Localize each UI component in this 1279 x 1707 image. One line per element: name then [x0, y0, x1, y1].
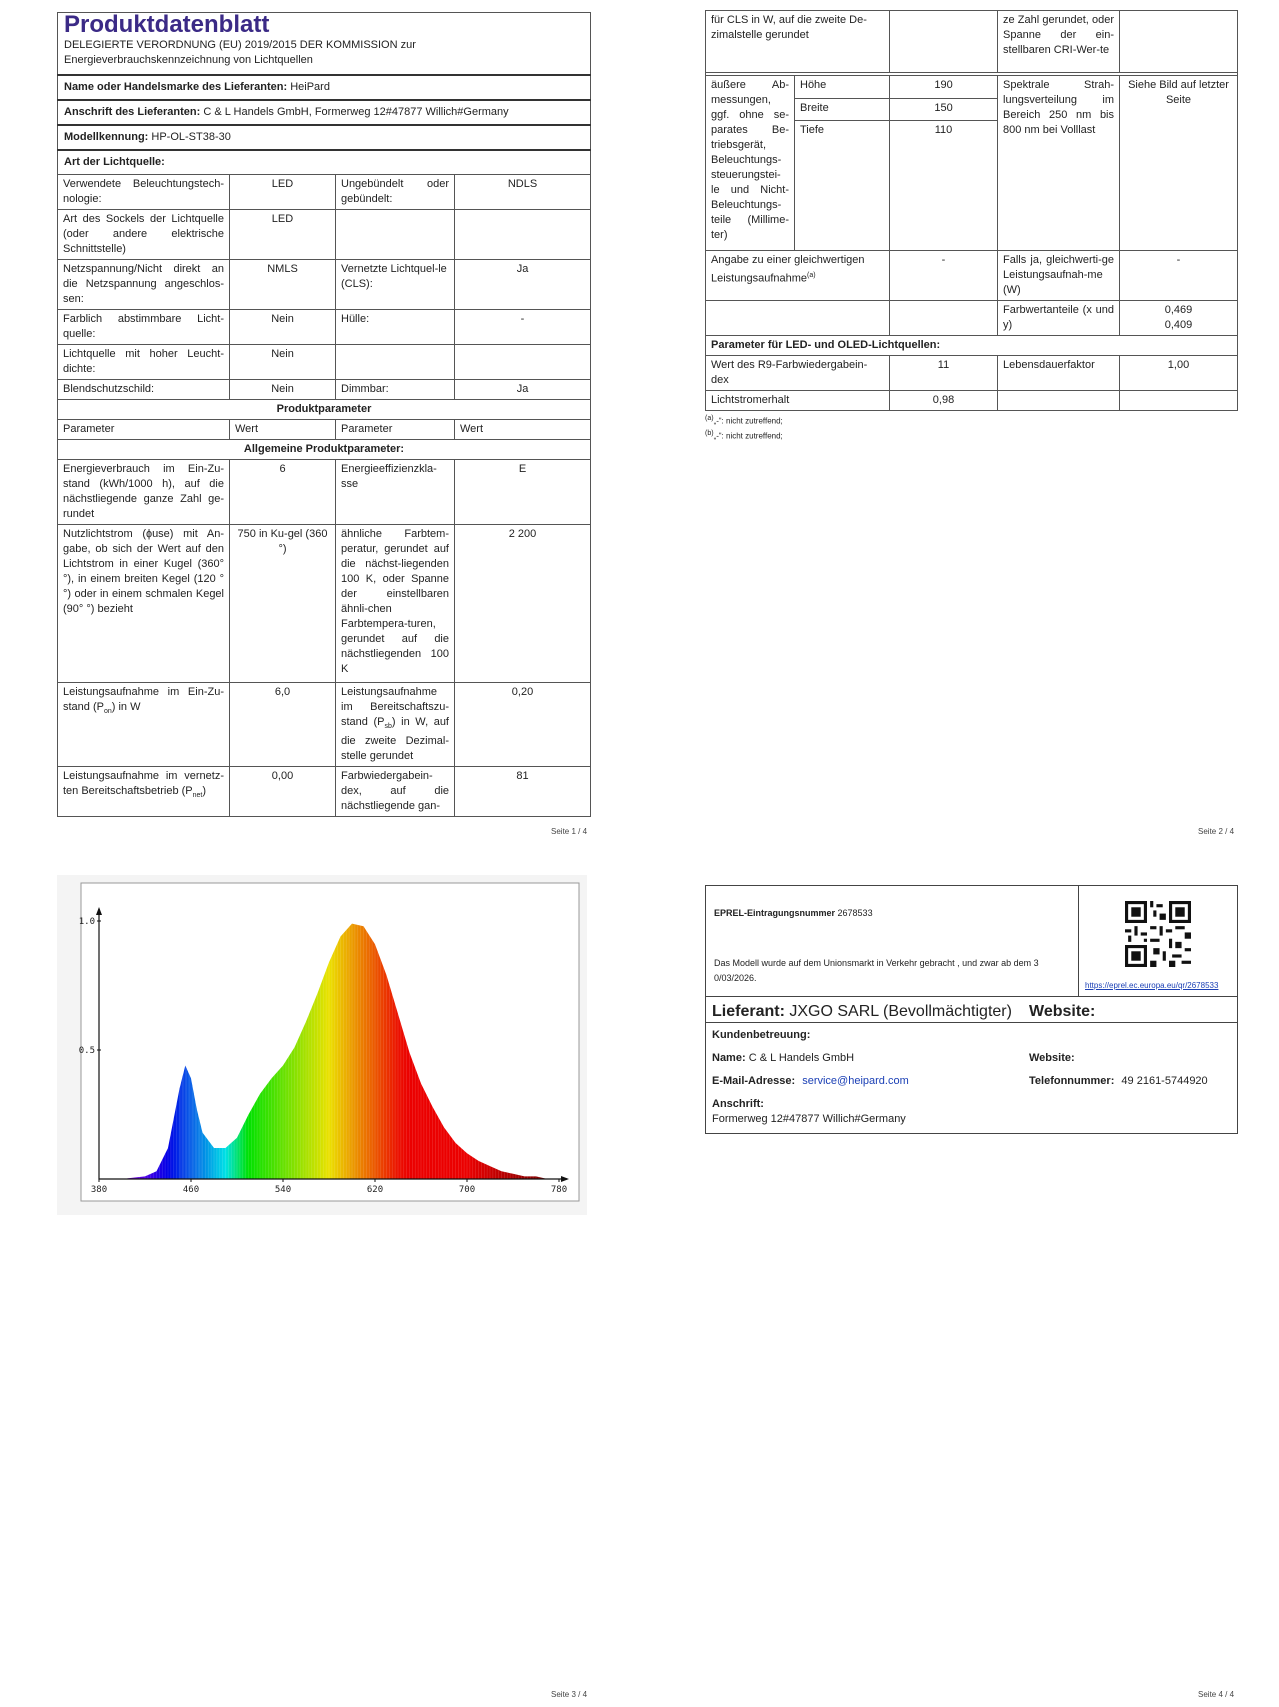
row-value [1120, 391, 1238, 411]
document-title: Produktdatenblatt [64, 11, 270, 38]
param-value: 750 in Ku-gel (360 °) [230, 525, 336, 683]
column-header: Parameter [336, 420, 455, 440]
r9-label: Wert des R9-Farbwiedergabein-dex [706, 356, 890, 391]
page2-table [705, 10, 1238, 411]
param-label: Leistungsaufnahme im Bereitschaftszu-stand $(P_{sb})$ in W, auf die zweite Dezimal-stelle gerundet [336, 683, 455, 767]
row-value: Ja [455, 380, 591, 400]
model-label: Modellkennung: [64, 131, 149, 143]
row-value [455, 345, 591, 380]
supplier-value: JXGO SARL (Bevollmächtigter) [789, 1003, 1012, 1020]
row-label [336, 210, 455, 260]
flux-value: 0,98 [890, 391, 998, 411]
param-value: 0,20 [455, 683, 591, 767]
life-value: 1,00 [1120, 356, 1238, 391]
dim-value: 190 [890, 76, 998, 99]
row-value [890, 301, 998, 336]
eprel-section [706, 886, 1079, 997]
table-row [58, 767, 591, 817]
general-params-heading: Allgemeine Produktparameter: [58, 440, 591, 460]
row-value: Ja [455, 260, 591, 310]
page-number: Seite 1 / 4 [551, 827, 588, 836]
table-header-row [58, 420, 591, 440]
table-row [706, 391, 1238, 411]
row-value: Nein [230, 380, 336, 400]
row-label: Farblich abstimmbare Licht-quelle: [58, 310, 230, 345]
chroma-value: 0,469 0,409 [1120, 301, 1238, 336]
table-row [58, 345, 591, 380]
param-value: 0,00 [230, 767, 336, 817]
table-row [58, 310, 591, 345]
page-3 [57, 875, 587, 1215]
row-value: NDLS [455, 175, 591, 210]
brand-label: Name oder Handelsmarke des Lieferanten: [64, 81, 288, 93]
row-label: Verwendete Beleuchtungstech-nologie: [58, 175, 230, 210]
row-value [1120, 11, 1238, 73]
row-label [998, 391, 1120, 411]
address-value: C & L Handels GmbH, Formerweg 12#47877 Willich#Germany [203, 106, 509, 118]
table-row [58, 260, 591, 310]
led-params-heading: Parameter für LED- und OLED-Lichtquellen: [706, 336, 1238, 356]
life-label: Lebensdauerfaktor [998, 356, 1120, 391]
chroma-label: Farbwertanteile (x und y) [998, 301, 1120, 336]
param-label: Nutzlichtstrom (ɸuse) mit An-gabe, ob sich der Wert auf den Lichtstrom in einer Kugel (360° °), in einem breiten Kegel (120 °°) oder in einem schmalen Kegel (90° °) bezieht [58, 525, 230, 683]
eprel-label: EPREL-Eintragungsnummer [714, 908, 836, 918]
row-value [455, 210, 591, 260]
supplier-row [706, 997, 1237, 1023]
equiv-value: - [890, 251, 998, 301]
y-tick-label: 0.5 [78, 1046, 95, 1056]
y-tick-label: 1.0 [78, 917, 95, 927]
type-heading: Art der Lichtquelle: [58, 150, 591, 175]
dim-key: Tiefe [795, 121, 890, 251]
page1-header-table [57, 12, 591, 175]
param-value: 2 200 [455, 525, 591, 683]
table-row [58, 210, 591, 260]
anschrift-label: Anschrift: [712, 1098, 764, 1110]
x-tick-label: 460 [182, 1185, 200, 1195]
r9-value: 11 [890, 356, 998, 391]
page1-main-table [57, 174, 591, 817]
dim-value: 110 [890, 121, 998, 251]
page-number: Seite 4 / 4 [1198, 1690, 1235, 1699]
param-label: Leistungsaufnahme im vernetz-ten Bereitschaftsbetrieb $(P_{net})$ [58, 767, 230, 817]
row-label [706, 301, 890, 336]
row-label: Ungebündelt oder gebündelt: [336, 175, 455, 210]
row-label: Dimmbar: [336, 380, 455, 400]
dim-key: Höhe [795, 76, 890, 99]
table-row [706, 11, 1238, 73]
param-label: Farbwiedergabein-dex, auf die nächstliegende gan- [336, 767, 455, 817]
spectral-label: Spektrale Strah-lungsverteilung im Bereich 250 nm bis 800 nm bei Volllast [998, 76, 1120, 251]
param-label: Energieeffizienzkla-sse [336, 460, 455, 525]
support-section [706, 1023, 1237, 1133]
row-value [890, 11, 998, 73]
ifyes-label: Falls ja, gleichwerti-ge Leistungsaufnah-me (W) [998, 251, 1120, 301]
row-label: Blendschutzschild: [58, 380, 230, 400]
param-label: Energieverbrauch im Ein-Zu-stand (kWh/1000 h), auf die nächstliegende ganze Zahl ge-rundet [58, 460, 230, 525]
column-header: Wert [230, 420, 336, 440]
flux-label: Lichtstromerhalt [706, 391, 890, 411]
param-label: Leistungsaufnahme im Ein-Zu-stand $(P_{on})$ in W [58, 683, 230, 767]
param-value: E [455, 460, 591, 525]
dim-key: Breite [795, 98, 890, 121]
x-tick-label: 540 [274, 1185, 292, 1195]
website-label: Website: [1029, 1003, 1096, 1020]
row-value: LED [230, 210, 336, 260]
email-link[interactable]: service@heipard.com [802, 1075, 909, 1087]
address-label: Anschrift des Lieferanten: [64, 106, 201, 118]
dims-label: äußere Ab-messungen, ggf. ohne se-parates Be-triebsgerät, Beleuchtungs-steuerungstei-le und Nicht-Beleuchtungs-teile (Millime-ter) [706, 76, 795, 251]
regulation-text: DELEGIERTE VERORDNUNG (EU) 2019/2015 DER KOMMISSION zur Energieverbrauchskennzeichnung von Lichtquellen [64, 39, 416, 66]
x-tick-label: 700 [458, 1185, 476, 1195]
param-value: 81 [455, 767, 591, 817]
row-label: Vernetzte Lichtquel-le (CLS): [336, 260, 455, 310]
row-label: Lichtquelle mit hoher Leucht-dichte: [58, 345, 230, 380]
phone-value: 49 2161-5744920 [1121, 1075, 1208, 1087]
phone-label: Telefonnummer: [1029, 1075, 1115, 1087]
footnote-b: $^{(b)}$„-“: nicht zutreffend; [705, 429, 783, 441]
row-label: für CLS in W, auf die zweite De-zimalstelle gerundet [706, 11, 890, 73]
x-tick-label: 780 [550, 1185, 568, 1195]
qr-url-link[interactable]: https://eprel.ec.europa.eu/qr/2678533 [1085, 981, 1219, 990]
column-header: Parameter [58, 420, 230, 440]
param-label: ähnliche Farbtem-peratur, gerundet auf die nächst-liegenden 100 K, oder Spanne der einstellbaren ähnli-chen Farbtempera-turen, gerundet auf die nächstliegenden 100 K [336, 525, 455, 683]
param-value: 6 [230, 460, 336, 525]
page-4 [705, 885, 1238, 1134]
equiv-label: Angabe zu einer gleichwertigen Leistungsaufnahme$^{(a)}$ [706, 251, 890, 301]
ifyes-value: - [1120, 251, 1238, 301]
market-text: Das Modell wurde auf dem Unionsmarkt in Verkehr gebracht , und zwar ab dem 3 0/03/2026. [714, 958, 1039, 983]
row-value: NMLS [230, 260, 336, 310]
row-value: - [455, 310, 591, 345]
table-row [58, 460, 591, 525]
table-row [58, 175, 591, 210]
page-number: Seite 2 / 4 [1198, 827, 1235, 836]
spectral-value: Siehe Bild auf letzter Seite [1120, 76, 1238, 251]
table-row [58, 525, 591, 683]
table-row [706, 356, 1238, 391]
page-2 [705, 10, 1237, 440]
spectral-distribution-chart [57, 875, 587, 1215]
x-tick-label: 620 [366, 1185, 384, 1195]
name-value: C & L Handels GmbH [748, 1052, 855, 1064]
table-row [58, 380, 591, 400]
page-number: Seite 3 / 4 [551, 1690, 588, 1699]
footnote-a: $^{(a)}$„-“: nicht zutreffend; [705, 415, 783, 426]
qr-code-icon [1125, 901, 1191, 967]
website2-label: Website: [1029, 1052, 1075, 1064]
param-value: 6,0 [230, 683, 336, 767]
row-value: Nein [230, 345, 336, 380]
row-label: Hülle: [336, 310, 455, 345]
table-row [58, 683, 591, 767]
table-row [706, 251, 1238, 301]
row-value: LED [230, 175, 336, 210]
row-label [336, 345, 455, 380]
product-params-heading: Produktparameter [58, 400, 591, 420]
x-tick-label: 380 [90, 1185, 108, 1195]
email-label: E-Mail-Adresse: [712, 1075, 796, 1087]
eprel-value: 2678533 [837, 908, 873, 918]
column-header: Wert [455, 420, 591, 440]
row-label: Netzspannung/Nicht direkt an die Netzspannung angeschlos-sen: [58, 260, 230, 310]
row-label: Art des Sockels der Lichtquelle (oder andere elektrische Schnittstelle) [58, 210, 230, 260]
table-row [706, 76, 1238, 99]
row-value: Nein [230, 310, 336, 345]
dim-value: 150 [890, 98, 998, 121]
name-label: Name: [712, 1052, 746, 1064]
brand-value: HeiPard [290, 81, 330, 93]
table-row [706, 301, 1238, 336]
page-1 [57, 12, 590, 817]
row-label: ze Zahl gerundet, oder Spanne der ein-stellbaren CRI-Wer-te [998, 11, 1120, 73]
anschrift-value: Formerweg 12#47877 Willich#Germany [712, 1113, 906, 1125]
supplier-label: Lieferant: [712, 1003, 785, 1020]
model-value: HP-OL-ST38-30 [151, 131, 231, 143]
qr-section [1079, 886, 1237, 997]
support-heading: Kundenbetreuung: [712, 1029, 811, 1041]
